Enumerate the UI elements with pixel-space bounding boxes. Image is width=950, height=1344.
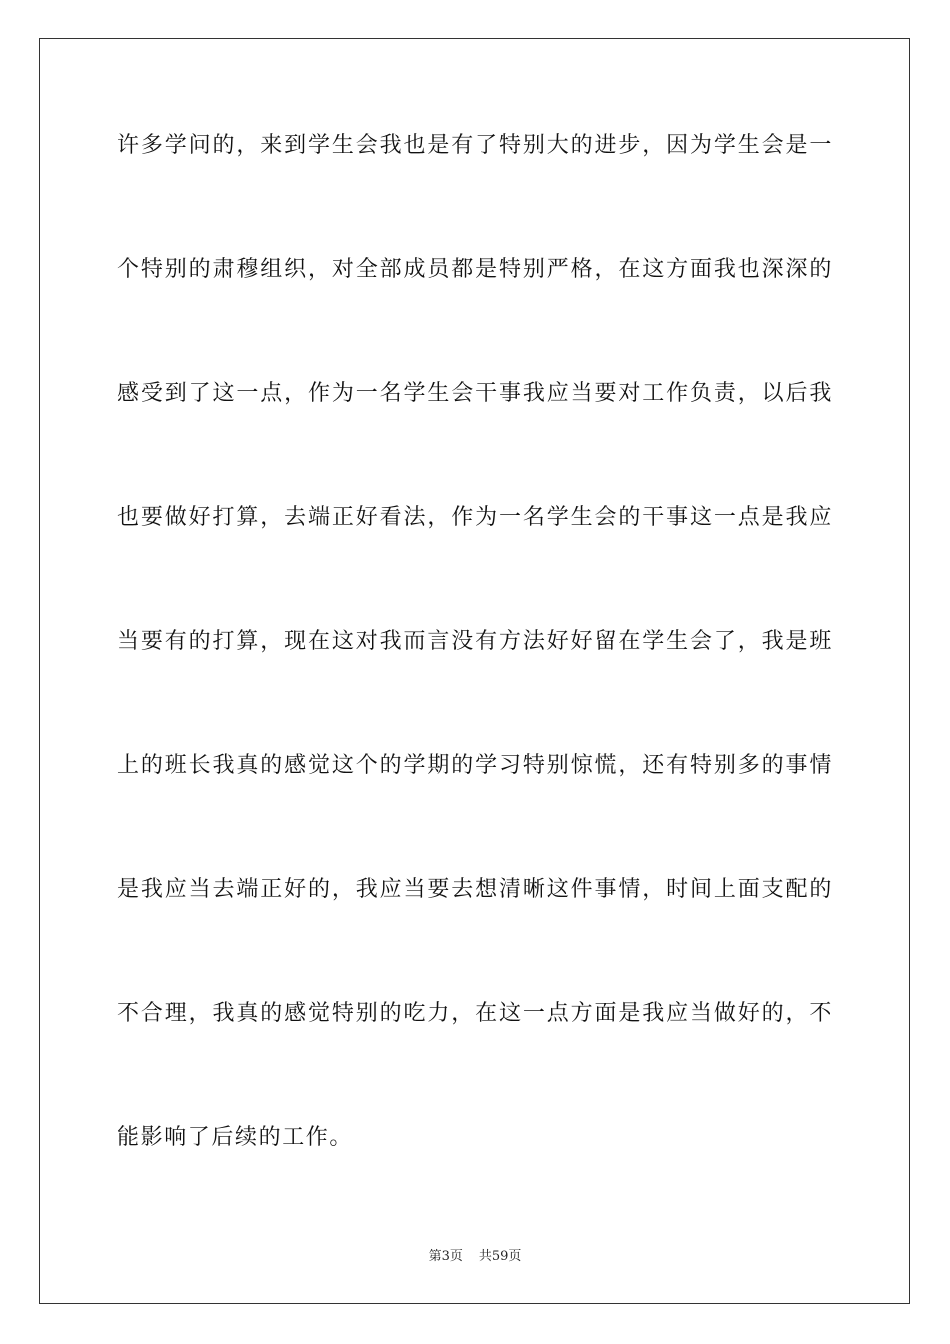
text-line-2: 个特别的肃穆组织，对全部成员都是特别严格，在这方面我也深深的 (117, 257, 833, 282)
page-total: 共59页 (478, 1249, 522, 1264)
text-line-7: 是我应当去端正好的，我应当要去想清晰这件事情，时间上面支配的 (117, 877, 833, 902)
text-line-9: 能影响了后续的工作。 (117, 1125, 354, 1150)
page-footer (0, 1247, 950, 1267)
text-line-4: 也要做好打算，去端正好看法，作为一名学生会的干事这一点是我应 (117, 505, 833, 530)
page-number: 第3页 (428, 1249, 463, 1264)
text-line-1: 许多学问的，来到学生会我也是有了特别大的进步，因为学生会是一 (117, 133, 833, 158)
text-line-5: 当要有的打算，现在这对我而言没有方法好好留在学生会了，我是班 (117, 629, 833, 654)
text-line-6: 上的班长我真的感觉这个的学期的学习特别惊慌，还有特别多的事情 (117, 753, 833, 778)
document-body (117, 120, 833, 1236)
text-line-3: 感受到了这一点，作为一名学生会干事我应当要对工作负责，以后我 (117, 381, 833, 406)
text-line-8: 不合理，我真的感觉特别的吃力，在这一点方面是我应当做好的，不 (117, 1001, 833, 1026)
